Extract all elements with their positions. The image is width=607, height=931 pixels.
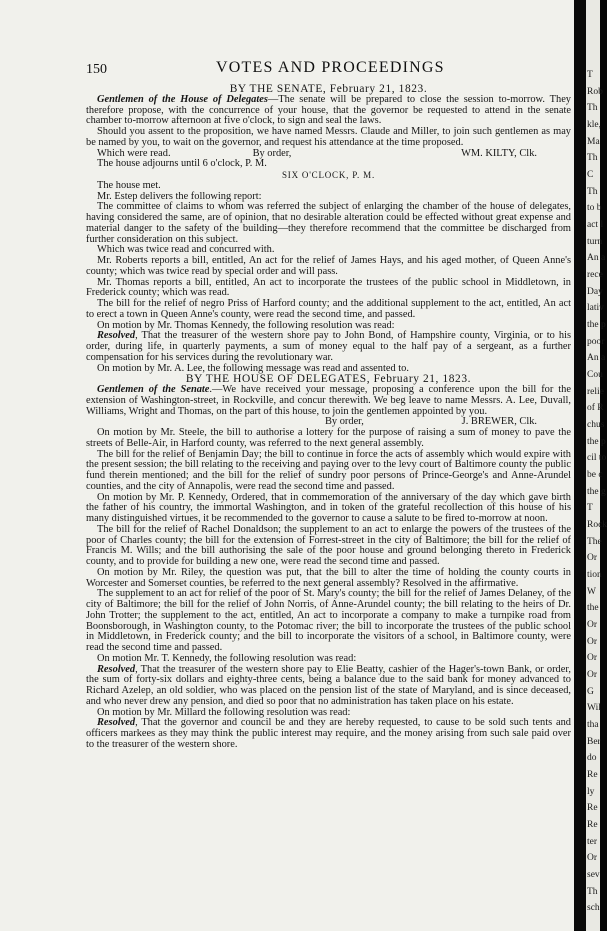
claims-report <box>86 202 571 245</box>
next-page-fragment: Or <box>587 620 598 630</box>
next-page-fragment: Day <box>587 286 603 297</box>
lead-phrase: Resolved <box>97 717 136 729</box>
next-page-fragment: the g <box>587 486 606 497</box>
next-page-fragment: rece <box>587 270 603 280</box>
signature-note: Which were read. <box>97 147 171 159</box>
paragraph-text: On motion Mr. T. Kennedy, the following resolution was read: <box>97 652 357 664</box>
next-page-fragment: Cou <box>587 370 603 380</box>
next-page-fragment: An a <box>587 353 606 364</box>
paragraph-text: On motion by Mr. P. Kennedy, Ordered, that in commemoration of the anniversary of the day which gave birth the father of his country, the immortal Washington, and in token of the grateful recollection of this house of his many distinguished virtues, it be recommended to the governor to cause a salute to be fired to-morrow at noon. <box>86 491 571 524</box>
paragraph-text: On motion by Mr. A. Lee, the following message was read and assented to. <box>97 362 409 374</box>
paragraph-text: On motion by Mr. Millard the following resolution was read: <box>97 706 351 718</box>
paragraph-text: The house met. <box>97 179 161 191</box>
paragraph-text: The committee of claims to whom was referred the subject of enlarging the chamber of the house of delegates, having considered the same, are of opinion, that no desirable alteration could be effected without great expense and material danger to the safety of the building—they therefore recommend that the committee be discharged from further consideration on this subject. <box>86 201 571 245</box>
by-order: By order, <box>252 147 292 159</box>
next-page-fragment: lativ <box>587 303 604 314</box>
by-order: By order, <box>325 416 364 428</box>
paragraph-text: , That the governor and council be and they are hereby requested, to cause to be sold such tents and officers markees as they may think the public interest may require, and the money arising from such sale paid over to the treasurer of the western shore. <box>86 717 571 750</box>
next-page-fragment: T <box>587 70 593 80</box>
next-page-fragment: Wil <box>587 703 601 714</box>
next-page-fragment: Ma <box>587 136 600 147</box>
st-marys-bill <box>86 589 571 654</box>
next-page-fragment: do <box>587 753 597 764</box>
next-page-fragment: Or <box>587 853 598 864</box>
six-oclock: SIX O'CLOCK, P. M. <box>281 170 376 180</box>
next-page-fragment: ly <box>587 786 595 797</box>
roberts-bill <box>86 256 571 278</box>
paragraph-text: On motion by Mr. Riley, the question was put, that the bill to alter the time of holding the county courts in Worcester and Somerset counties, be referred to the next general assembly? Resolved in the affirmative. <box>86 566 571 589</box>
paragraph-text: Mr. Estep delivers the following report: <box>97 190 262 202</box>
next-page-fragment: G <box>587 686 594 697</box>
next-page-fragment: Th <box>587 153 598 164</box>
next-page-fragment: sev <box>587 870 600 880</box>
next-page-fragment: Re <box>587 820 598 830</box>
paragraph-text: Mr. Roberts reports a bill, entitled, An act for the relief of James Hays, and his aged mother, of Queen Anne's county; which was twice read by special order and will pass. <box>86 255 571 277</box>
house-heading: BY THE HOUSE OF DELEGATES, February 21, 1823. <box>185 373 472 386</box>
next-page-fragment: An a <box>587 253 606 264</box>
paragraph-text: On motion by Mr. Thomas Kennedy, the following resolution was read: <box>97 319 395 331</box>
paragraph-text: The bill for the relief of Rachel Donaldson; the supplement to an act to enlarge the powers of the trustees of the poor of Charles county; the bill for the extension of Forrest-street in the city of Baltimore; the bill for the relief of Francis M. Wills; and the bill authorising the sale of the poor house and ground belonging thereto in Frederick county, and to provide for building a new one, were read the second time and passed. <box>86 523 571 567</box>
tents-resolution <box>86 718 571 750</box>
lead-phrase: Gentlemen of the Senate <box>97 384 210 395</box>
next-page-fragment: Th <box>587 103 598 114</box>
next-page-fragment: Or <box>587 636 598 647</box>
paragraph-text: Mr. Thomas reports a bill, entitled, An act to incorporate the trustees of the public school in Middletown, in Frederick county; which was read. <box>86 276 571 299</box>
senate-message-2 <box>86 127 571 149</box>
next-page-fragment: relie <box>587 386 604 397</box>
steele-motion <box>86 428 571 450</box>
next-page-fragment: to b <box>587 203 602 214</box>
bond-resolution <box>86 331 571 363</box>
next-page-fragment: the p <box>587 320 606 330</box>
next-page-fragment: Th <box>587 186 598 197</box>
paragraph-text: Which was twice read and concurred with. <box>97 244 275 256</box>
journal-text <box>86 84 571 751</box>
next-page-fragment: Ber <box>587 736 601 747</box>
lead-phrase: Gentlemen of the House of Delegates <box>97 93 268 105</box>
clerk-signature: WM. KILTY, Clk. <box>461 147 537 159</box>
lead-phrase: Resolved <box>97 330 136 342</box>
paragraph-text: The supplement to an act for relief of the poor of St. Mary's county; the bill for the relief of James Delaney, of the city of Baltimore; the bill for the relief of John Norris, of Anne-Arundel county; the bill relating to the heirs of Dr. John Trotter; the supplement to the act, entitled, An act to incorporate a company to make a turnpike road from Boonsborough, in Washington county, to the Potomac river; the bill to incorporate the trustees of the public school in Middletown, in Frederick county; and the bill to incorporate the visitors of a school, in Baltimore county, were read the second time and passed. <box>86 588 571 653</box>
washington-order <box>86 493 571 525</box>
clerk-signature: J. BREWER, Clk. <box>461 416 537 428</box>
next-page-fragment: kle, <box>587 120 601 130</box>
running-title: VOTES AND PROCEEDINGS <box>216 59 445 76</box>
adjourn <box>86 159 571 170</box>
beatty-resolution <box>86 665 571 708</box>
next-page-fragment: sch <box>587 903 600 914</box>
next-page-fragment: Th <box>587 886 598 897</box>
thomas-bill <box>86 278 571 300</box>
next-page-fragment: Re <box>587 803 598 814</box>
paragraph-text: .—We have received your message, proposing a conference upon the bill for the extension of Washington-street, in Rockville, and concur therewith. We beg leave to name Messrs. A. Lee, Duvall, Williams, Wright and Thomas, on the part of this house, to join the gentlemen appointed by you. <box>86 384 571 417</box>
riley-motion <box>86 568 571 590</box>
next-page-fragment: turn <box>587 236 603 247</box>
senate-message-1 <box>86 95 571 127</box>
book-gutter <box>574 0 586 931</box>
paragraph-text: Should you assent to the proposition, we have named Messrs. Claude and Miller, to join such gentlemen as may be named by you, to wait on the governor, and request his attendance at the time proposed. <box>86 126 571 148</box>
day-bill <box>86 450 571 493</box>
paragraph-text: The bill for the relief of Benjamin Day; the bill to continue in force the acts of assembly which would expire with the present session; the bill relating to the receiving and paying over to the levy court of Baltimore county the public fund therein mentioned; and the bill for the relief of sundry poor persons of Prince-George's and Anne-Arundel counties, and the city of Annapolis, were read the second time and passed. <box>86 448 571 492</box>
next-page-fragment: cil to <box>587 453 607 464</box>
next-page-fragment: T <box>587 503 593 514</box>
next-page-fragment: be c <box>587 470 603 480</box>
next-page-fragment: poor <box>587 336 605 347</box>
page-number: 150 <box>86 62 107 77</box>
next-page-fragment: act l <box>587 220 604 230</box>
lead-phrase: Resolved <box>97 663 136 675</box>
paragraph-text: , That the treasurer of the western shore pay to John Bond, of Hampshire county, Virginia, or to his order, during life, in quarterly payments, a sum of money equal to the half pay of a sergeant, as a further compensation for his services during the revolutionary war. <box>86 330 571 363</box>
next-page-fragment: Or <box>587 670 598 680</box>
paragraph-text: , That the treasurer of the western shore pay to Elie Beatty, cashier of the Hager's-town Bank, or order, the sum of forty-six dollars and eighty-three cents, being a balance due to the said bank for money advanced to Richard Azelep, an old soldier, who was placed on the pension list of the state of Maryland, and is since deceased, and who never drew any pension, and died so poor that no administration has taken place on his estate. <box>86 663 571 707</box>
next-page-fragment: Rob <box>587 86 603 97</box>
paragraph-text: The bill for the relief of negro Priss of Harford county; and the additional supplement to the act, entitled, An act to erect a town in Queen Anne's county, were read the second time, and passed. <box>86 298 571 320</box>
next-page-fragment: ter <box>587 836 598 847</box>
next-page-fragment: C <box>587 170 594 180</box>
next-page-fragment: tion <box>587 570 602 580</box>
paragraph-text: The house adjourns until 6 o'clock, P. M. <box>97 158 267 170</box>
next-page-fragment: The <box>587 536 602 547</box>
next-page-fragment: Or <box>587 553 598 564</box>
next-page-edge <box>586 0 607 931</box>
next-page-fragment: tha <box>587 720 599 730</box>
donaldson-bill <box>86 525 571 568</box>
negro-bill <box>86 299 571 321</box>
next-page-fragment: Re <box>587 770 598 780</box>
senate-heading: BY THE SENATE, February 21, 1823. <box>229 83 428 95</box>
paragraph-text: On motion by Mr. Steele, the bill to authorise a lottery for the purpose of raising a sum of money to pave the streets of Belle-Air, in Harford county, was referred to the next general assembly. <box>86 427 571 449</box>
next-page-fragment: Or <box>587 653 598 664</box>
next-page-fragment: W <box>587 586 596 597</box>
page-header <box>86 59 570 81</box>
next-page-fragment: Rock <box>587 520 607 530</box>
next-page-fragment: of R <box>587 403 604 414</box>
next-page-fragment: the <box>587 603 599 614</box>
next-page-fragment: chus <box>587 420 605 430</box>
next-page-fragment: the p <box>587 436 606 447</box>
paragraph-text: —The senate will be prepared to close the session to-morrow. They therefore propose, with the concurrence of your house, that the governor be requested to attend in the senate chamber to-morrow afternoon at five o'clock, to sign and seal the laws. <box>86 93 571 127</box>
house-message <box>86 385 571 417</box>
